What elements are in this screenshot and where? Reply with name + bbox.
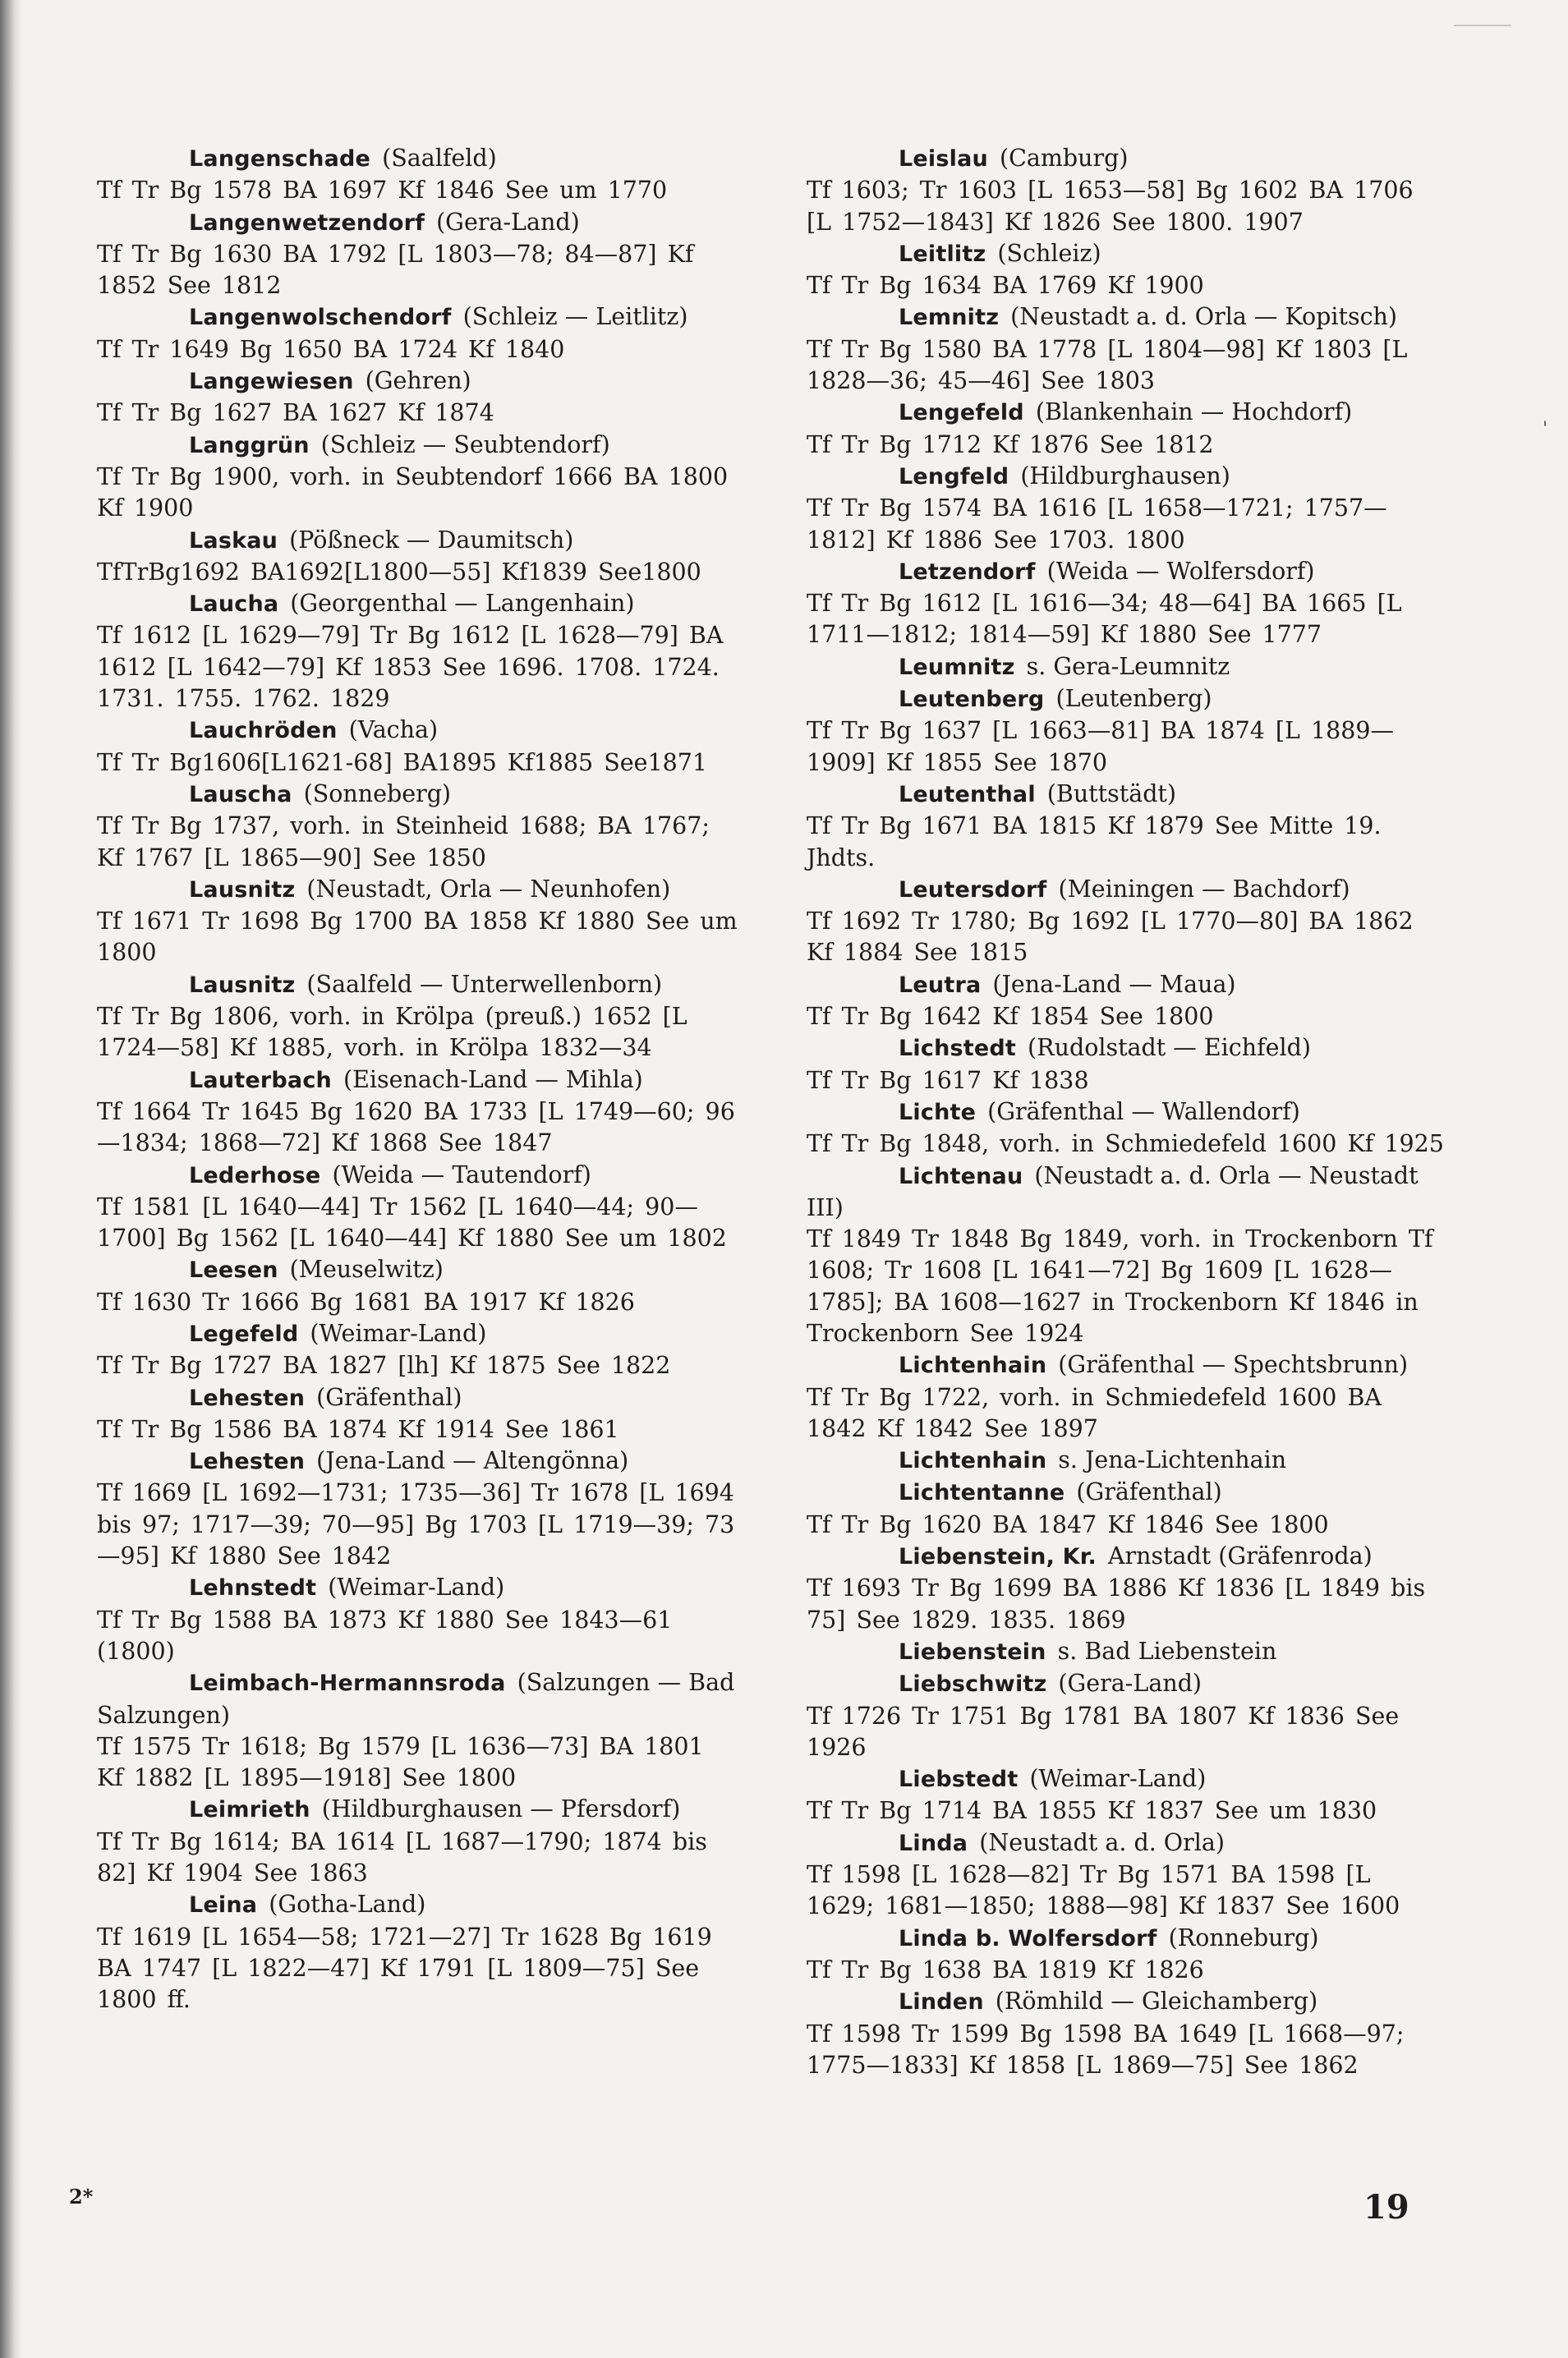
record-details: Tf Tr Bg 1634 BA 1769 Kf 1900 xyxy=(807,272,1204,300)
record-details: Tf Tr Bg1606[L1621-68] BA1895 Kf1885 See1871 xyxy=(97,748,708,776)
record-details: Tf 1664 Tr 1645 Bg 1620 BA 1733 [L 1749—60; 96—1834; 1868—72] Kf 1868 See 1847 xyxy=(97,1097,735,1157)
record-details: Tf Tr Bg 1588 BA 1873 Kf 1880 See 1843—61 (1800) xyxy=(97,1606,673,1665)
record-details: Tf Tr Bg 1578 BA 1697 Kf 1846 See um 1770 xyxy=(97,177,668,205)
gazetteer-entry xyxy=(807,1668,1447,1763)
entry-heading xyxy=(807,238,1447,270)
gazetteer-entry xyxy=(97,1064,738,1160)
entry-heading xyxy=(97,779,738,811)
place-location: Arnstadt (Gräfenroda) xyxy=(1107,1542,1373,1570)
entry-heading xyxy=(97,143,738,175)
place-name: Lichstedt xyxy=(899,1036,1017,1062)
margin-mark: ' xyxy=(1543,419,1548,439)
place-name: Leitlitz xyxy=(899,241,986,267)
entry-heading xyxy=(807,143,1447,175)
gazetteer-entry xyxy=(807,1161,1447,1350)
record-details: Tf Tr Bg 1614; BA 1614 [L 1687—1790; 1874 bis 82] Kf 1904 See 1863 xyxy=(97,1827,707,1887)
entry-heading xyxy=(97,1064,738,1096)
place-location: (Weimar-Land) xyxy=(1029,1765,1207,1793)
record-details: Tf Tr Bg 1714 BA 1855 Kf 1837 See um 1830 xyxy=(807,1797,1377,1825)
entry-heading xyxy=(807,1763,1447,1795)
gazetteer-entry xyxy=(807,1923,1447,1987)
record-details: Tf Tr Bg 1630 BA 1792 [L 1803—78; 84—87] Kf 1852 See 1812 xyxy=(97,240,694,300)
entry-heading xyxy=(97,588,738,620)
entry-heading xyxy=(97,874,738,906)
gazetteer-entry xyxy=(807,238,1447,302)
gazetteer-entry xyxy=(807,1477,1447,1541)
place-location: (Vacha) xyxy=(348,716,439,744)
gazetteer-entry xyxy=(807,1445,1447,1477)
place-name: Liebschwitz xyxy=(899,1671,1047,1698)
place-name: Langenschade xyxy=(189,146,371,172)
record-details: Tf 1669 [L 1692—1731; 1735—36] Tr 1678 [L 1694 bis 97; 1717—39; 70—95] Bg 1703 [L 1719—39; 73—95] Kf 1880 See 1842 xyxy=(97,1479,735,1570)
place-location: (Jena-Land — Altengönna) xyxy=(316,1447,629,1475)
gazetteer-entry xyxy=(807,1636,1447,1668)
record-details: Tf Tr Bg 1642 Kf 1854 See 1800 xyxy=(807,1003,1214,1031)
gazetteer-entry xyxy=(807,874,1447,969)
gazetteer-entry xyxy=(97,1254,738,1318)
page-number: 19 xyxy=(1363,2188,1409,2227)
record-details: Tf 1575 Tr 1618; Bg 1579 [L 1636—73] BA 1801 Kf 1882 [L 1895—1918] See 1800 xyxy=(97,1732,704,1792)
place-name: Langenwolschendorf xyxy=(189,305,452,331)
place-location: s. Gera-Leumnitz xyxy=(1026,652,1230,680)
record-details: Tf Tr Bg 1627 BA 1627 Kf 1874 xyxy=(97,399,494,427)
record-details: Tf Tr Bg 1612 [L 1616—34; 48—64] BA 1665 [L 1711—1812; 1814—59] Kf 1880 See 1777 xyxy=(807,590,1402,649)
place-name: Leesen xyxy=(189,1257,278,1284)
gazetteer-entry xyxy=(97,969,738,1064)
place-location: (Weida — Wolfersdorf) xyxy=(1046,557,1315,585)
place-name: Letzendorf xyxy=(899,558,1036,585)
place-location: (Weimar-Land) xyxy=(328,1574,505,1602)
place-name: Lauterbach xyxy=(189,1067,332,1093)
gazetteer-entry xyxy=(97,779,738,874)
place-location: (Jena-Land — Maua) xyxy=(992,970,1236,998)
entry-heading xyxy=(97,1446,738,1478)
place-location: (Buttstädt) xyxy=(1046,779,1177,807)
header-rule xyxy=(1454,25,1511,26)
gazetteer-entry xyxy=(807,1986,1447,2081)
place-location: (Schleiz — Seubtendorf) xyxy=(320,430,610,458)
entry-heading xyxy=(807,874,1447,906)
place-name: Lichtenhain xyxy=(899,1448,1047,1474)
place-name: Lehesten xyxy=(189,1449,306,1475)
place-name: Lausnitz xyxy=(189,972,296,998)
entry-heading xyxy=(807,301,1447,333)
place-location: (Gotha-Land) xyxy=(269,1891,426,1919)
record-details: Tf 1630 Tr 1666 Bg 1681 BA 1917 Kf 1826 xyxy=(97,1288,635,1316)
entry-heading xyxy=(807,1349,1447,1381)
entry-heading xyxy=(807,1445,1447,1477)
entry-heading xyxy=(807,556,1447,588)
place-name: Lengfeld xyxy=(899,463,1009,490)
place-name: Lehnstedt xyxy=(189,1575,317,1602)
record-details: Tf Tr Bg 1727 BA 1827 [lh] Kf 1875 See 1822 xyxy=(97,1352,671,1380)
place-name: Lichte xyxy=(899,1099,977,1125)
record-details: Tf Tr Bg 1638 BA 1819 Kf 1826 xyxy=(807,1956,1204,1983)
gazetteer-entry xyxy=(97,874,738,969)
gazetteer-entry xyxy=(97,715,738,779)
place-location: (Meiningen — Bachdorf) xyxy=(1058,875,1350,903)
gazetteer-entry xyxy=(807,683,1447,779)
place-name: Liebenstein, Kr. xyxy=(899,1544,1097,1570)
entry-heading xyxy=(97,1382,738,1414)
entry-heading xyxy=(807,651,1447,683)
place-name: Linda xyxy=(899,1830,968,1856)
gazetteer-entry xyxy=(97,1572,738,1667)
entry-heading xyxy=(807,1477,1447,1509)
entry-heading xyxy=(807,461,1447,493)
place-name: Leumnitz xyxy=(899,654,1015,680)
gazetteer-entry xyxy=(97,1794,738,1889)
place-name: Leimbach-Hermannsroda xyxy=(189,1671,506,1697)
entry-heading xyxy=(97,301,738,333)
record-details: Tf 1692 Tr 1780; Bg 1692 [L 1770—80] BA 1862 Kf 1884 See 1815 xyxy=(807,908,1414,967)
place-location: (Sonneberg) xyxy=(303,779,452,807)
record-details: Tf Tr Bg 1722, vorh. in Schmiedefeld 1600 BA 1842 Kf 1842 See 1897 xyxy=(807,1383,1382,1442)
place-location: s. Bad Liebenstein xyxy=(1057,1637,1277,1665)
place-name: Langenwetzendorf xyxy=(189,209,425,236)
place-name: Lauchröden xyxy=(189,718,338,744)
place-name: Lichtentanne xyxy=(899,1480,1065,1506)
gazetteer-entry xyxy=(807,397,1447,461)
entry-heading xyxy=(807,779,1447,811)
place-location: (Georgenthal — Langenhain) xyxy=(290,590,635,618)
place-name: Liebstedt xyxy=(899,1767,1019,1793)
gazetteer-entry xyxy=(97,430,738,525)
place-name: Lausnitz xyxy=(189,876,296,903)
place-location: (Hildburghausen — Pfersdorf) xyxy=(321,1795,681,1823)
record-details: Tf 1598 [L 1628—82] Tr Bg 1571 BA 1598 [L 1629; 1681—1850; 1888—98] Kf 1837 See 1600 xyxy=(807,1861,1400,1920)
record-details: Tf 1849 Tr 1848 Bg 1849, vorh. in Trockenborn Tf 1608; Tr 1608 [L 1641—72] Bg 1609 [L 1628—1785]; BA 1608—1627 in Trockenborn Kf 1846 in Trockenborn See 1924 xyxy=(807,1225,1433,1347)
signature-mark: 2* xyxy=(69,2185,94,2209)
entry-heading xyxy=(807,1032,1447,1064)
gazetteer-entry xyxy=(97,1446,738,1572)
place-location: (Gräfenthal) xyxy=(1076,1478,1222,1506)
gazetteer-entry xyxy=(807,779,1447,874)
record-details: Tf Tr Bg 1712 Kf 1876 See 1812 xyxy=(807,430,1214,458)
place-name: Leutenberg xyxy=(899,687,1045,713)
record-details: Tf Tr Bg 1617 Kf 1838 xyxy=(807,1066,1089,1094)
place-location: (Gräfenthal) xyxy=(316,1383,462,1411)
record-details: Tf 1726 Tr 1751 Bg 1781 BA 1807 Kf 1836 See 1926 xyxy=(807,1702,1400,1761)
place-location: s. Jena-Lichtenhain xyxy=(1058,1446,1287,1474)
place-location: (Salzungen — Bad Salzungen) xyxy=(97,1669,735,1729)
gazetteer-entry xyxy=(807,1096,1447,1161)
entry-heading xyxy=(807,397,1447,429)
record-details: Tf Tr Bg 1580 BA 1778 [L 1804—98] Kf 1803 [L 1828—36; 45—46] See 1803 xyxy=(807,335,1408,395)
record-details: TfTrBg1692 BA1692[L1800—55] Kf1839 See1800 xyxy=(97,558,701,586)
gazetteer-entry xyxy=(807,1763,1447,1827)
place-location: (Gräfenthal — Spechtsbrunn) xyxy=(1058,1351,1409,1379)
place-location: (Neustadt, Orla — Neunhofen) xyxy=(306,875,671,903)
record-details: Tf 1581 [L 1640—44] Tr 1562 [L 1640—44; 90—1700] Bg 1562 [L 1640—44] Kf 1880 See um 1802 xyxy=(97,1193,727,1253)
place-location: (Rudolstadt — Eichfeld) xyxy=(1028,1034,1311,1062)
record-details: Tf Tr 1649 Bg 1650 BA 1724 Kf 1840 xyxy=(97,335,565,363)
entry-heading xyxy=(97,1160,738,1192)
place-location: (Leutenberg) xyxy=(1055,685,1212,713)
entry-heading xyxy=(807,1986,1447,2018)
right-column xyxy=(807,143,1447,2081)
record-details: Tf Tr Bg 1900, vorh. in Seubtendorf 1666 BA 1800 Kf 1900 xyxy=(97,462,729,522)
record-details: Tf Tr Bg 1737, vorh. in Steinheid 1688; BA 1767; Kf 1767 [L 1865—90] See 1850 xyxy=(97,812,710,871)
place-name: Lengefeld xyxy=(899,400,1024,426)
place-location: (Gehren) xyxy=(365,367,471,395)
gazetteer-entry xyxy=(807,556,1447,651)
place-name: Lichtenau xyxy=(899,1163,1023,1189)
page-binding-edge xyxy=(0,0,21,2358)
gazetteer-entry xyxy=(97,143,738,207)
place-location: (Neustadt a. d. Orla — Kopitsch) xyxy=(1010,303,1398,331)
place-location: (Saalfeld) xyxy=(382,145,497,172)
entry-heading xyxy=(97,1889,738,1921)
entry-heading xyxy=(97,525,738,557)
record-details: Tf 1619 [L 1654—58; 1721—27] Tr 1628 Bg 1619 BA 1747 [L 1822—47] Kf 1791 [L 1809—75] See 1800 ff. xyxy=(97,1923,712,2014)
entry-heading xyxy=(97,969,738,1001)
entry-heading xyxy=(807,1636,1447,1668)
gazetteer-entry xyxy=(97,1160,738,1255)
entry-heading xyxy=(807,1161,1447,1225)
gazetteer-entry xyxy=(807,143,1447,238)
entry-heading xyxy=(97,1572,738,1604)
place-name: Leislau xyxy=(899,146,988,172)
place-location: (Weimar-Land) xyxy=(310,1319,487,1347)
gazetteer-entry xyxy=(97,1889,738,2016)
record-details: Tf 1603; Tr 1603 [L 1653—58] Bg 1602 BA 1706 [L 1752—1843] Kf 1826 See 1800. 1907 xyxy=(807,177,1414,236)
entry-heading xyxy=(807,969,1447,1001)
place-location: (Neustadt a. d. Orla — Neustadt III) xyxy=(807,1161,1419,1221)
gazetteer-entry xyxy=(97,207,738,302)
place-name: Lichtenhain xyxy=(899,1353,1047,1379)
gazetteer-entry xyxy=(97,365,738,430)
place-location: (Weida — Tautendorf) xyxy=(332,1161,591,1188)
gazetteer-entry xyxy=(807,1349,1447,1445)
place-name: Leutra xyxy=(899,972,982,998)
gazetteer-entry xyxy=(97,1382,738,1446)
place-name: Lemnitz xyxy=(899,305,1000,331)
gazetteer-entry xyxy=(97,1667,738,1794)
record-details: Tf 1598 Tr 1599 Bg 1598 BA 1649 [L 1668—97; 1775—1833] Kf 1858 [L 1869—75] See 1862 xyxy=(807,2020,1405,2079)
record-details: Tf Tr Bg 1574 BA 1616 [L 1658—1721; 1757—1812] Kf 1886 See 1703. 1800 xyxy=(807,494,1387,554)
entry-heading xyxy=(807,1541,1447,1573)
place-name: Laskau xyxy=(189,527,278,554)
place-name: Linden xyxy=(899,1989,984,2016)
place-location: (Gera-Land) xyxy=(1058,1670,1202,1698)
place-name: Legefeld xyxy=(189,1321,299,1347)
place-location: (Ronneburg) xyxy=(1168,1924,1319,1951)
place-name: Langewiesen xyxy=(189,369,354,395)
record-details: Tf Tr Bg 1848, vorh. in Schmiedefeld 1600 Kf 1925 xyxy=(807,1130,1444,1158)
place-location: (Gera-Land) xyxy=(436,208,580,236)
gazetteer-entry xyxy=(97,588,738,715)
gazetteer-entry xyxy=(97,525,738,589)
entry-heading xyxy=(807,1923,1447,1955)
place-location: (Schleiz) xyxy=(997,239,1101,267)
place-name: Leutersdorf xyxy=(899,876,1047,903)
gazetteer-entry xyxy=(807,301,1447,397)
gazetteer-entry xyxy=(97,301,738,365)
place-location: (Schleiz — Leitlitz) xyxy=(462,303,688,331)
place-location: (Meuselwitz) xyxy=(289,1256,444,1284)
record-details: Tf Tr Bg 1586 BA 1874 Kf 1914 See 1861 xyxy=(97,1415,619,1443)
entry-heading xyxy=(97,715,738,747)
record-details: Tf 1671 Tr 1698 Bg 1700 BA 1858 Kf 1880 See um 1800 xyxy=(97,908,738,967)
gazetteer-entry xyxy=(807,1541,1447,1636)
gazetteer-entry xyxy=(807,1827,1447,1923)
place-location: (Pößneck — Daumitsch) xyxy=(289,526,574,554)
gazetteer-entry xyxy=(807,1032,1447,1096)
place-location: (Saalfeld — Unterwellenborn) xyxy=(306,970,663,998)
place-location: (Eisenach-Land — Mihla) xyxy=(343,1065,643,1093)
record-details: Tf 1693 Tr Bg 1699 BA 1886 Kf 1836 [L 1849 bis 75] See 1829. 1835. 1869 xyxy=(807,1574,1426,1634)
gazetteer-entry xyxy=(807,969,1447,1033)
place-name: Lauscha xyxy=(189,781,292,807)
place-name: Leutenthal xyxy=(899,781,1036,807)
entry-heading xyxy=(807,1827,1447,1859)
entry-heading xyxy=(97,207,738,239)
entry-heading xyxy=(97,1667,738,1731)
entry-heading xyxy=(807,1668,1447,1700)
entry-heading xyxy=(807,1096,1447,1128)
gazetteer-entry xyxy=(97,1318,738,1382)
entry-heading xyxy=(97,430,738,462)
place-location: (Römhild — Gleichamberg) xyxy=(995,1988,1318,2016)
place-location: (Camburg) xyxy=(999,145,1129,172)
place-location: (Neustadt a. d. Orla) xyxy=(979,1828,1225,1856)
record-details: Tf Tr Bg 1671 BA 1815 Kf 1879 See Mitte 19. Jhdts. xyxy=(807,812,1382,871)
entry-heading xyxy=(97,1254,738,1286)
place-location: (Blankenhain — Hochdorf) xyxy=(1035,398,1353,426)
record-details: Tf Tr Bg 1637 [L 1663—81] BA 1874 [L 1889—1909] Kf 1855 See 1870 xyxy=(807,717,1395,776)
gazetteer-entry xyxy=(807,461,1447,556)
place-location: (Gräfenthal — Wallendorf) xyxy=(987,1097,1300,1125)
place-name: Lehesten xyxy=(189,1385,306,1411)
entry-heading xyxy=(97,1794,738,1826)
place-name: Leimrieth xyxy=(189,1797,310,1823)
place-location: (Hildburghausen) xyxy=(1020,462,1230,490)
place-name: Leina xyxy=(189,1892,258,1919)
place-name: Laucha xyxy=(189,591,279,618)
place-name: Lederhose xyxy=(189,1162,321,1188)
place-name: Liebenstein xyxy=(899,1639,1046,1665)
gazetteer-entry xyxy=(807,651,1447,683)
left-column xyxy=(97,143,738,2016)
record-details: Tf Tr Bg 1620 BA 1847 Kf 1846 See 1800 xyxy=(807,1510,1329,1538)
entry-heading xyxy=(97,365,738,398)
place-name: Linda b. Wolfersdorf xyxy=(899,1925,1157,1951)
place-name: Langgrün xyxy=(189,432,310,458)
record-details: Tf Tr Bg 1806, vorh. in Krölpa (preuß.) 1652 [L 1724—58] Kf 1885, vorh. in Krölpa 1832—34 xyxy=(97,1003,687,1062)
record-details: Tf 1612 [L 1629—79] Tr Bg 1612 [L 1628—79] BA 1612 [L 1642—79] Kf 1853 See 1696. 1708. 1724. 1731. 1755. 1762. 1829 xyxy=(97,622,724,713)
entry-heading xyxy=(97,1318,738,1350)
entry-heading xyxy=(807,683,1447,715)
